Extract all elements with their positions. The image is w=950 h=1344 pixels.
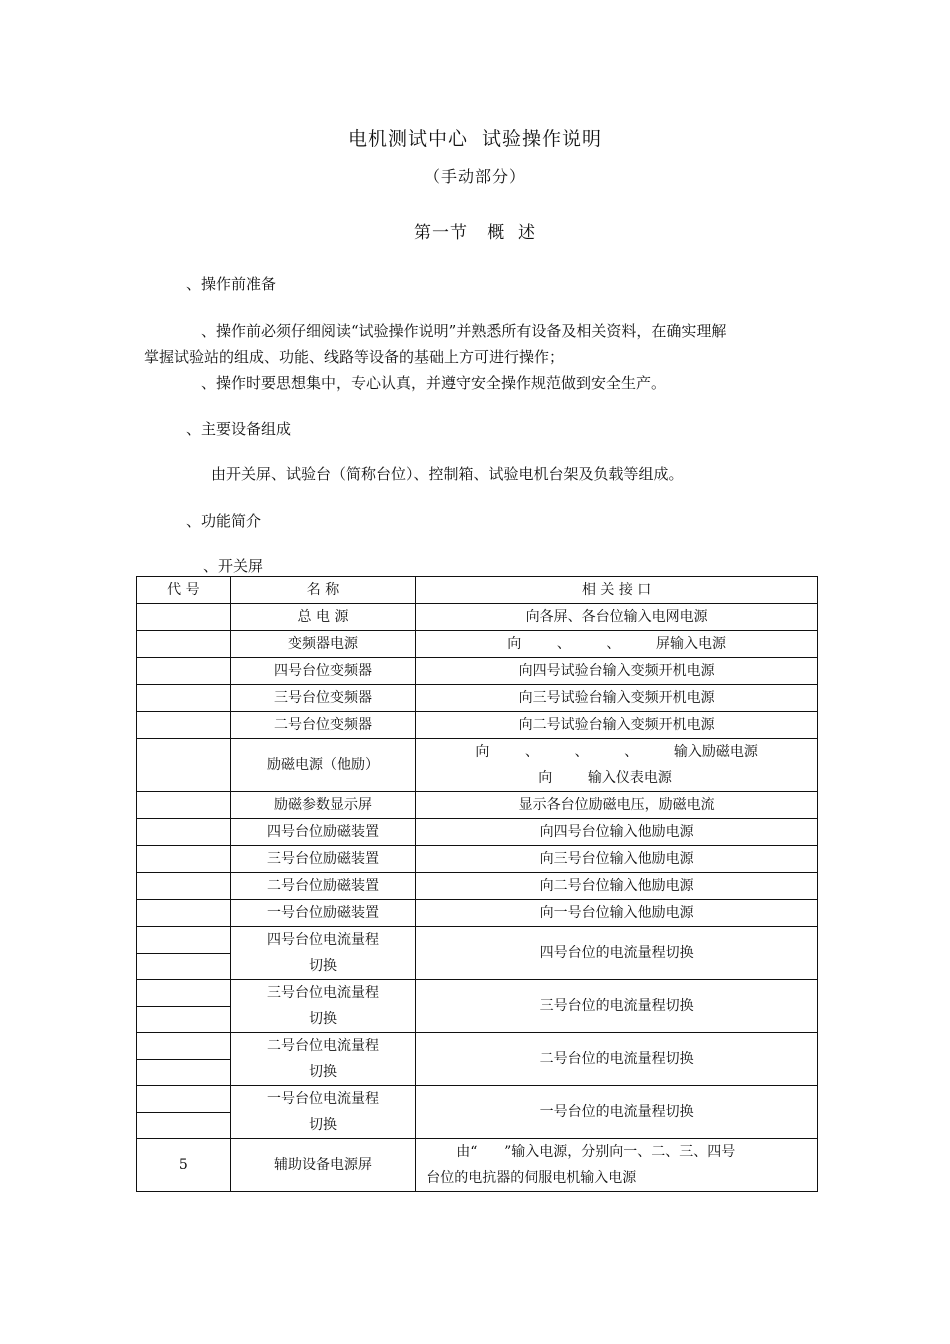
page-subtitle: （手动部分） (423, 167, 526, 186)
cell-desc: 一号台位的电流量程切换 (416, 1086, 818, 1139)
table-row (137, 1086, 818, 1113)
cell-name: 三号台位励磁装置 (230, 846, 416, 873)
name-line: 切换 (309, 958, 337, 974)
desc-line: 由“ ”输入电源，分别向一、二、三、四号 (456, 1144, 736, 1160)
header-name: 名 称 (230, 577, 416, 604)
table-row (137, 927, 818, 954)
heading-equipment: 、主要设备组成 (186, 420, 292, 438)
cell-code (137, 685, 231, 712)
table-row (137, 1033, 818, 1060)
switch-panel-table (136, 576, 818, 1192)
cell-code (137, 1033, 231, 1060)
cell-name (230, 980, 416, 1033)
table-row (137, 846, 818, 873)
table-row (137, 873, 818, 900)
cell-desc: 向四号试验台输入变频开机电源 (416, 658, 818, 685)
cell-code (137, 953, 231, 980)
cell-desc: 向二号台位输入他励电源 (416, 873, 818, 900)
cell-code (137, 631, 231, 658)
name-line: 四号台位电流量程 (267, 932, 379, 948)
cell-desc: 三号台位的电流量程切换 (416, 980, 818, 1033)
header-interface: 相 关 接 口 (416, 577, 818, 604)
cell-desc (416, 1139, 818, 1192)
cell-code: 5 (137, 1139, 231, 1192)
cell-desc: 向三号试验台输入变频开机电源 (416, 685, 818, 712)
table-header-row (137, 577, 818, 604)
name-line: 一号台位电流量程 (267, 1091, 379, 1107)
cell-name: 三号台位变频器 (230, 685, 416, 712)
cell-name: 变频器电源 (230, 631, 416, 658)
cell-code (137, 1112, 231, 1139)
table-row (137, 685, 818, 712)
table-row (137, 900, 818, 927)
paragraph-line: 由开关屏、试验台（简称台位）、控制箱、试验电机台架及负载等组成。 (211, 465, 684, 483)
cell-desc: 向二号试验台输入变频开机电源 (416, 712, 818, 739)
desc-line: 向 输入仪表电源 (538, 770, 672, 786)
cell-desc (416, 739, 818, 792)
header-code: 代 号 (137, 577, 231, 604)
cell-name: 励磁电源（他励） (230, 739, 416, 792)
table-row (137, 739, 818, 792)
heading-switch-panel: 、开关屏 (203, 557, 264, 575)
cell-code (137, 739, 231, 792)
cell-desc: 向一号台位输入他励电源 (416, 900, 818, 927)
cell-desc: 向三号台位输入他励电源 (416, 846, 818, 873)
desc-line: 台位的电抗器的伺服电机输入电源 (426, 1170, 637, 1186)
cell-desc: 二号台位的电流量程切换 (416, 1033, 818, 1086)
cell-code (137, 1086, 231, 1113)
paragraph-line: 掌握试验站的组成、功能、线路等设备的基础上方可进行操作； (144, 348, 565, 366)
name-line: 切换 (309, 1117, 337, 1133)
cell-name: 四号台位变频器 (230, 658, 416, 685)
table-row (137, 712, 818, 739)
cell-code (137, 846, 231, 873)
cell-desc: 向 、 、 屏输入电源 (416, 631, 818, 658)
table-row (137, 792, 818, 819)
cell-desc: 向四号台位输入他励电源 (416, 819, 818, 846)
table-row (137, 980, 818, 1007)
cell-desc: 向各屏、各台位输入电网电源 (416, 604, 818, 631)
desc-line: 向 、 、 、 输入励磁电源 (475, 744, 758, 760)
table-row (137, 631, 818, 658)
cell-name (230, 1033, 416, 1086)
cell-code (137, 819, 231, 846)
cell-code (137, 873, 231, 900)
table-row (137, 1139, 818, 1192)
heading-preparation: 、操作前准备 (186, 275, 277, 293)
cell-code (137, 658, 231, 685)
cell-name: 二号台位励磁装置 (230, 873, 416, 900)
cell-code (137, 1006, 231, 1033)
cell-code (137, 792, 231, 819)
cell-name: 辅助设备电源屏 (230, 1139, 416, 1192)
cell-name: 励磁参数显示屏 (230, 792, 416, 819)
cell-name: 总 电 源 (230, 604, 416, 631)
cell-code (137, 980, 231, 1007)
cell-code (137, 1059, 231, 1086)
table-row (137, 819, 818, 846)
table-row (137, 604, 818, 631)
cell-code (137, 712, 231, 739)
name-line: 三号台位电流量程 (267, 985, 379, 1001)
cell-desc: 四号台位的电流量程切换 (416, 927, 818, 980)
name-line: 二号台位电流量程 (267, 1038, 379, 1054)
cell-name: 二号台位变频器 (230, 712, 416, 739)
cell-code (137, 927, 231, 954)
paragraph-line: 、操作时要思想集中，专心认真，并遵守安全操作规范做到安全生产。 (201, 374, 667, 392)
paragraph-line: 、操作前必须仔细阅读“试验操作说明”并熟悉所有设备及相关资料，在确实理解 (201, 322, 727, 340)
cell-code (137, 900, 231, 927)
cell-name: 四号台位励磁装置 (230, 819, 416, 846)
cell-name (230, 1086, 416, 1139)
page-title: 电机测试中心 试验操作说明 (347, 128, 603, 150)
name-line: 切换 (309, 1064, 337, 1080)
table-row (137, 658, 818, 685)
cell-desc: 显示各台位励磁电压，励磁电流 (416, 792, 818, 819)
cell-name (230, 927, 416, 980)
cell-code (137, 604, 231, 631)
name-line: 切换 (309, 1011, 337, 1027)
heading-functions: 、功能简介 (186, 512, 262, 530)
cell-name: 一号台位励磁装置 (230, 900, 416, 927)
section-heading: 第一节 概 述 (413, 223, 537, 243)
